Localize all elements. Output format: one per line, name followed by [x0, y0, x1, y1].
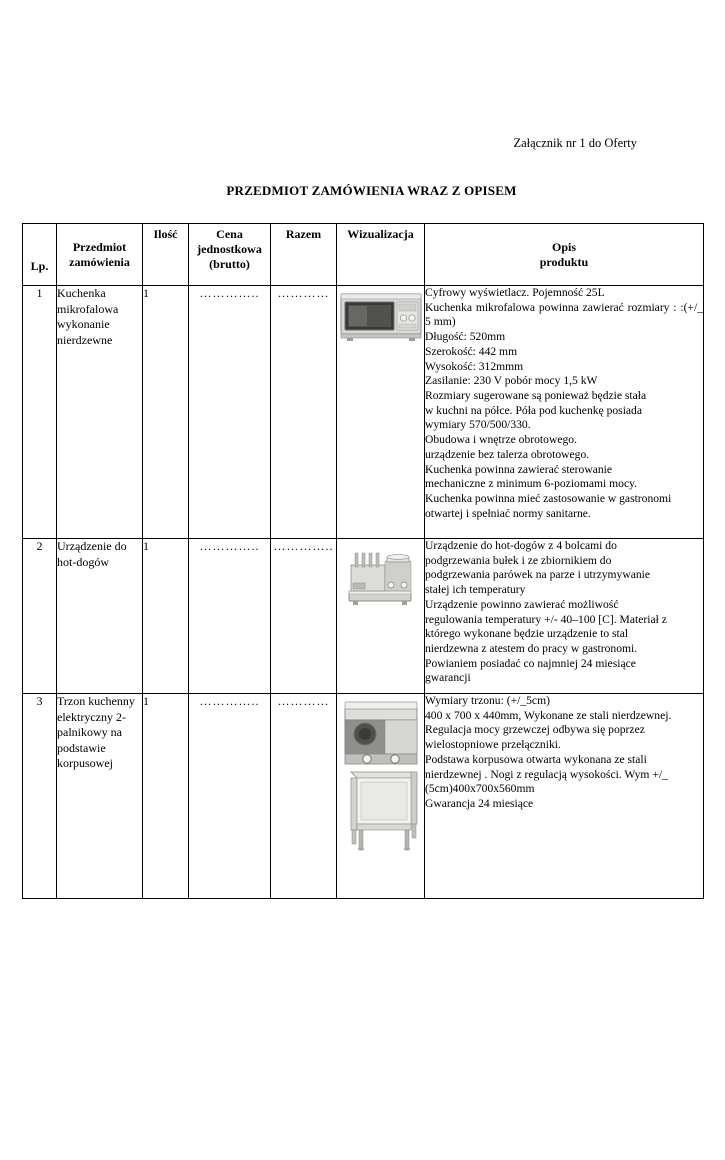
column-header-unit-price — [189, 224, 271, 286]
column-header-unit-price-line1: Cena — [216, 227, 243, 241]
desc-line: Rozmiary sugerowane są ponieważ będzie stała — [425, 389, 647, 403]
row-lp: 1 — [23, 286, 57, 539]
column-header-item — [57, 224, 143, 286]
row-item-name: Urządzenie do hot-dogów — [57, 539, 143, 694]
desc-line: nierdzewna z atestem do pracy w gastronomi. — [425, 642, 638, 656]
desc-line: podgrzewania bułek i ze zbiornikiem do — [425, 553, 612, 567]
table-row — [23, 539, 704, 694]
hot-dog-machine-icon — [341, 539, 421, 611]
column-header-unit-price-line3: (brutto) — [209, 257, 250, 271]
desc-line: Regulacja mocy grzewczej odbywa się poprzez — [425, 723, 645, 737]
electric-cooker-base-icon — [339, 694, 423, 854]
column-header-lp: Lp. — [23, 224, 57, 286]
column-header-quantity: Ilość — [143, 224, 189, 286]
row-quantity: 1 — [143, 694, 189, 899]
row-unit-price[interactable]: ………….. — [189, 286, 271, 539]
column-header-visualization: Wizualizacja — [337, 224, 425, 286]
desc-line: Kuchenka powinna mieć zastosowanie w gastronomi — [425, 492, 672, 506]
row-quantity: 1 — [143, 539, 189, 694]
column-header-unit-price-line2: jednostkowa — [197, 242, 262, 256]
desc-line: (5cm)400x700x560mm — [425, 782, 535, 796]
row-description — [425, 539, 704, 694]
desc-line: Długość: 520mm — [425, 330, 506, 344]
desc-line: nierdzewnej . Nogi z regulacją wysokości. Wym +/_ — [425, 767, 668, 781]
row-quantity: 1 — [143, 286, 189, 539]
row-description — [425, 694, 704, 899]
desc-line: Wysokość: 312mmm — [425, 359, 524, 373]
column-header-description-line1: Opis — [551, 239, 576, 254]
row-visualization — [337, 286, 425, 539]
row-total[interactable]: ………….. — [271, 539, 337, 694]
desc-line: Powianiem posiadać co najmniej 24 miesiące — [425, 656, 636, 670]
desc-line: Kuchenka powinna zawierać sterowanie — [425, 462, 613, 476]
desc-line: podgrzewania parówek na parze i utrzymywanie — [425, 568, 651, 582]
row-total[interactable]: ………… — [271, 694, 337, 899]
table-header-row — [23, 224, 704, 286]
page-title: PRZEDMIOT ZAMÓWIENIA WRAZ Z OPISEM — [226, 183, 517, 198]
desc-line: wielostopniowe przełączniki. — [425, 738, 561, 752]
row-unit-price[interactable]: ………….. — [189, 694, 271, 899]
desc-line: wymiary 570/500/330. — [425, 418, 531, 432]
column-header-item-line1: Przedmiot — [72, 239, 127, 254]
desc-line: Cyfrowy wyświetlacz. Pojemność 25L — [425, 286, 605, 299]
desc-line: mechaniczne z minimum 6-poziomami mocy. — [425, 477, 638, 491]
row-visualization — [337, 539, 425, 694]
specification-table — [22, 223, 704, 899]
desc-line: 400 x 700 x 440mm, Wykonane ze stali nierdzewnej. — [425, 708, 672, 722]
desc-line: Gwarancja 24 miesiące — [425, 797, 534, 811]
desc-line: gwarancji — [425, 671, 471, 685]
attachment-label: Załącznik nr 1 do Oferty — [513, 136, 637, 150]
desc-line: w kuchni na półce. Póła pod kuchenkę posiada — [425, 403, 643, 417]
desc-line: Kuchenka mikrofalowa powinna zawierać rozmiary : :(+/_ 5 mm) — [425, 300, 703, 329]
column-header-description-line2: produktu — [539, 254, 589, 269]
desc-line: urządzenie bez talerza obrotowego. — [425, 447, 590, 461]
desc-line: Podstawa korpusowa otwarta wykonana ze stali — [425, 752, 647, 766]
column-header-item-line2: zamówienia — [69, 254, 130, 269]
desc-line: Urządzenie do hot-dogów z 4 bolcami do — [425, 539, 617, 552]
desc-line: którego wykonane będzie urządzenie to stal — [425, 627, 629, 641]
desc-line: regulowania temperatury +/- 40–100 [C]. Materiał z — [425, 612, 667, 626]
desc-line: Obudowa i wnętrze obrotowego. — [425, 433, 577, 447]
desc-line: Wymiary trzonu: (+/_5cm) — [425, 694, 550, 707]
row-lp: 3 — [23, 694, 57, 899]
desc-line: stałej ich temperatury — [425, 583, 526, 597]
column-header-total: Razem — [271, 224, 337, 286]
desc-line: Zasilanie: 230 V pobór mocy 1,5 kW — [425, 374, 598, 388]
document-page — [0, 136, 725, 1160]
microwave-oven-icon — [339, 286, 423, 346]
desc-line: Szerokość: 442 mm — [425, 344, 518, 358]
row-item-name: Kuchenka mikrofalowa wykonanie nierdzewne — [57, 286, 143, 539]
row-unit-price[interactable]: ………….. — [189, 539, 271, 694]
row-item-name: Trzon kuchenny elektryczny 2-palnikowy na podstawie korpusowej — [57, 694, 143, 899]
table-row — [23, 286, 704, 539]
row-visualization — [337, 694, 425, 899]
row-description — [425, 286, 704, 539]
column-header-description — [425, 224, 704, 286]
row-total[interactable]: ………… — [271, 286, 337, 539]
table-row — [23, 694, 704, 899]
desc-line: Urządzenie powinno zawierać możliwość — [425, 597, 619, 611]
row-lp: 2 — [23, 539, 57, 694]
desc-line: otwartej i spełniać normy sanitarne. — [425, 506, 591, 520]
